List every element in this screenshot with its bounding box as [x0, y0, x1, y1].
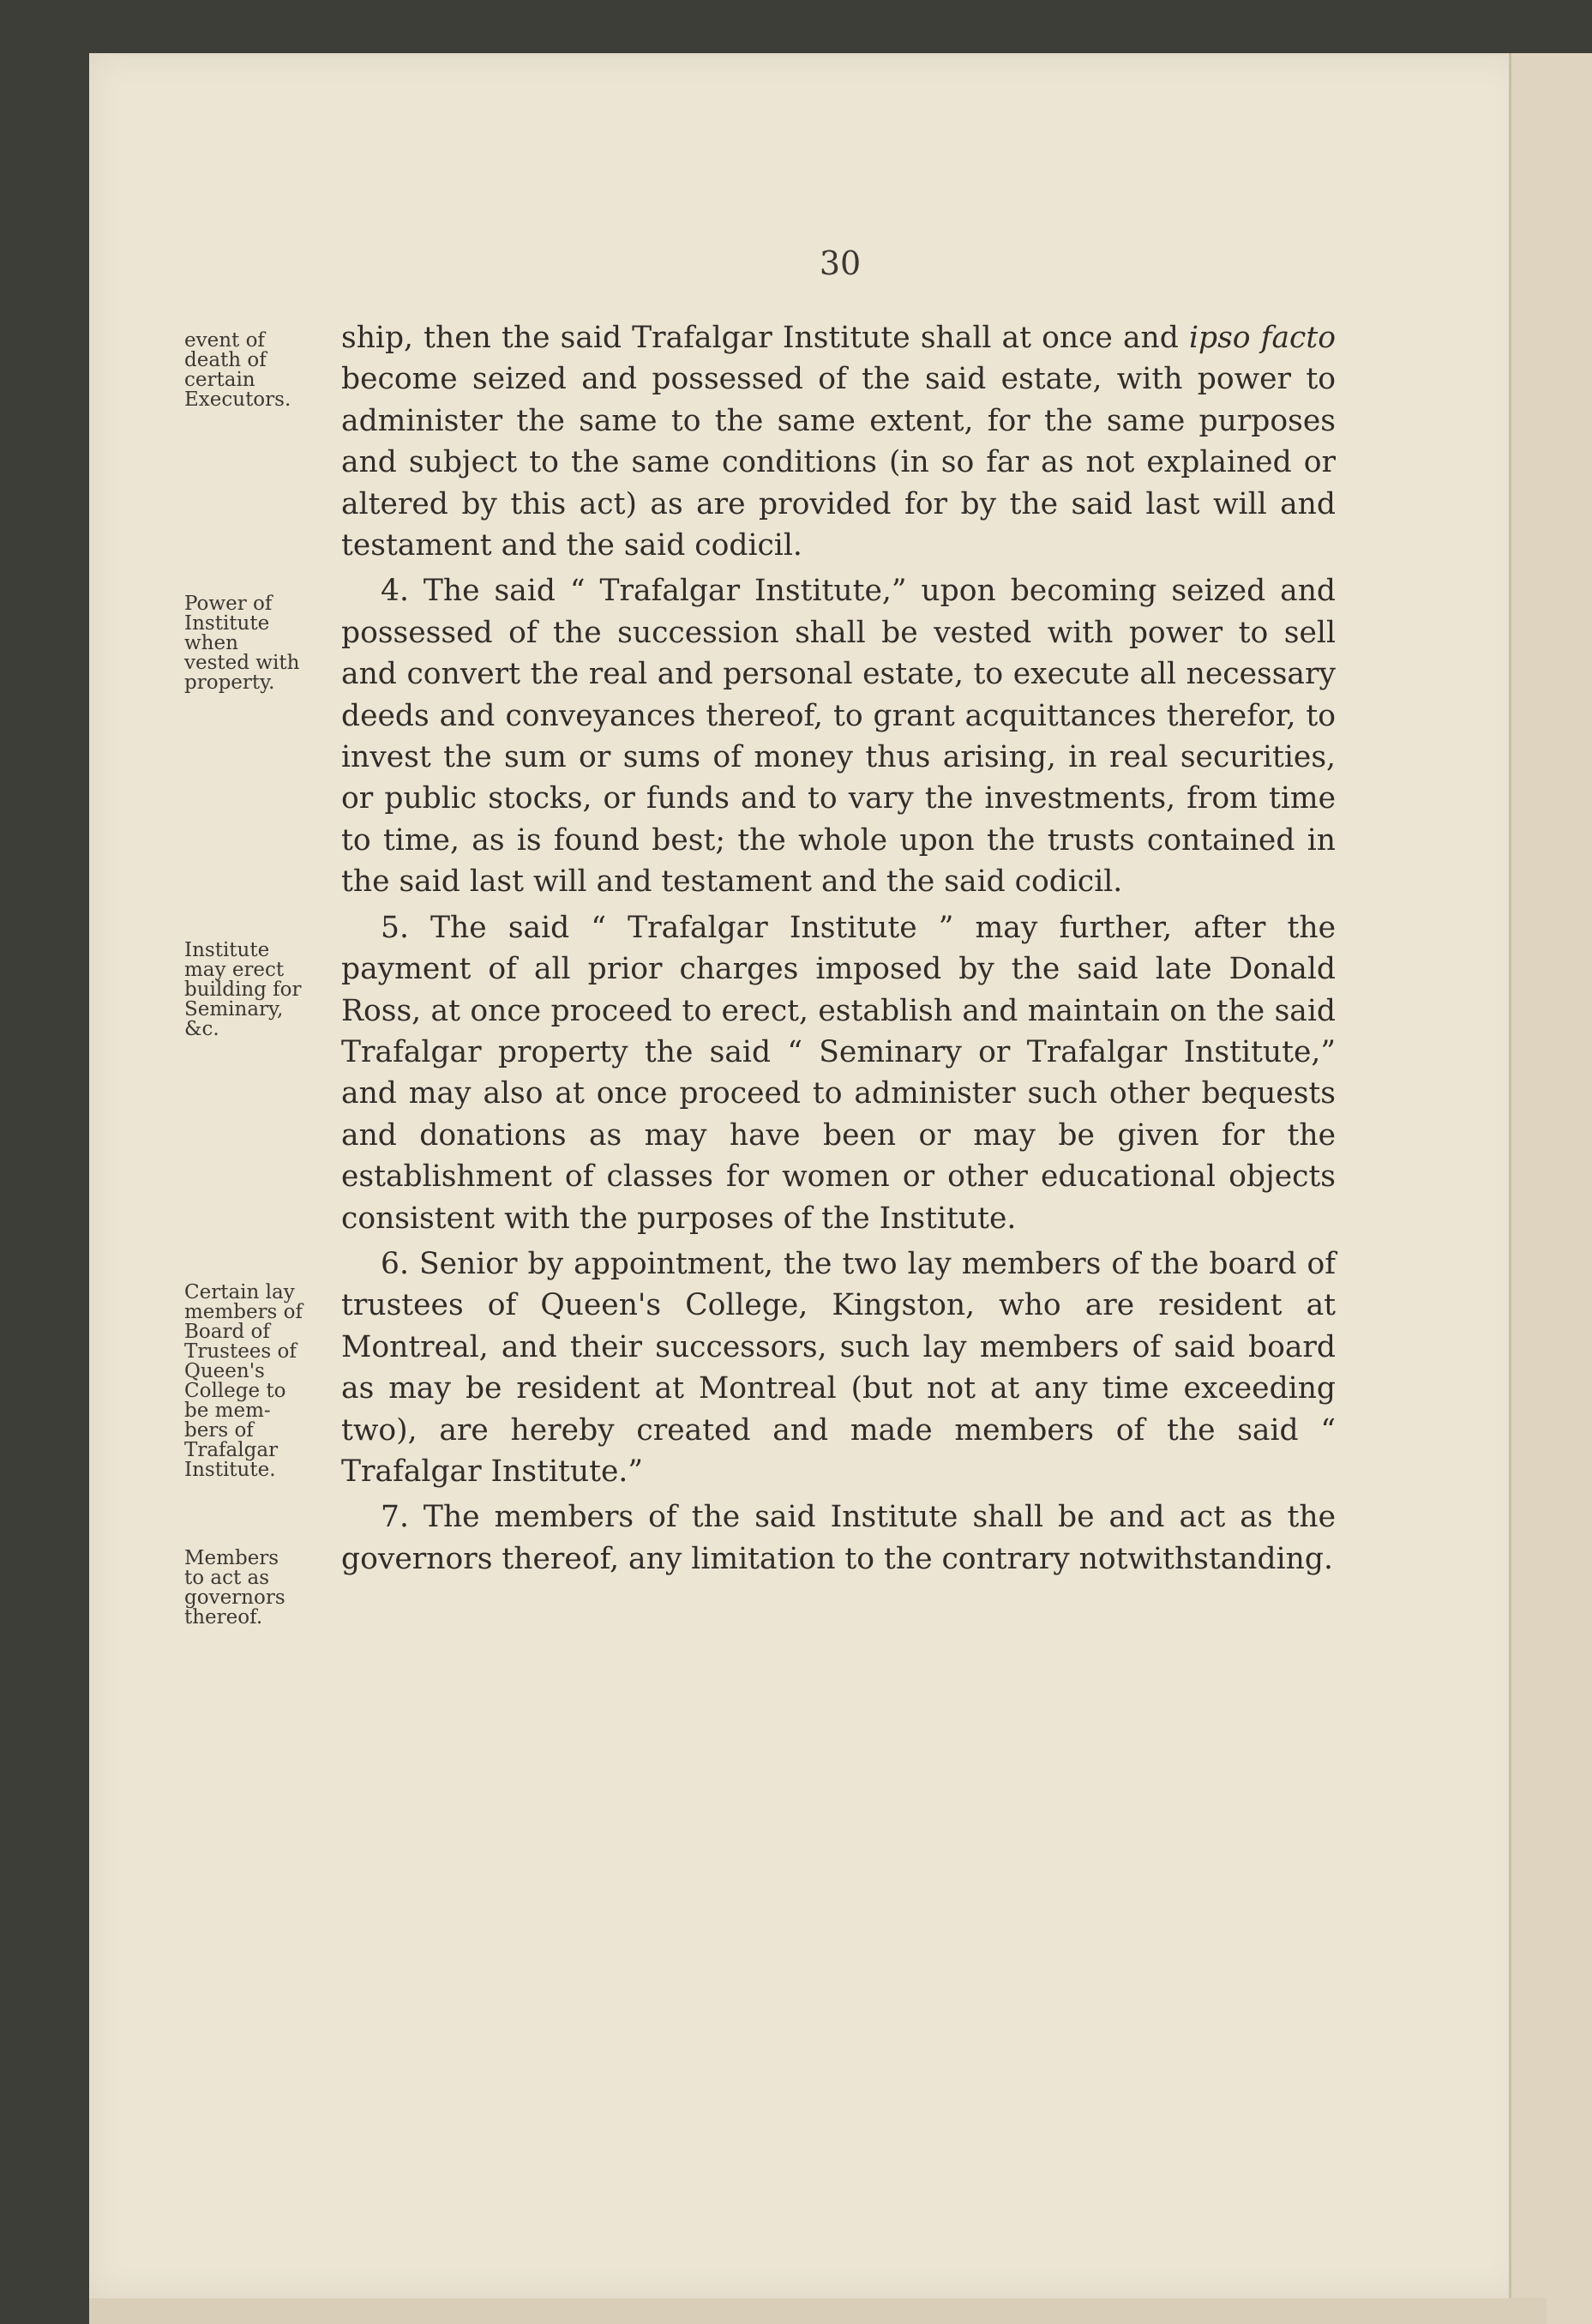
margin-note-trustees: Certain lay members of Board of Trustees of Queen's College to be mem- bers of Trafalgar Institute.: [184, 1281, 303, 1481]
page-edge-bottom: [89, 2298, 1547, 2324]
body-text: [341, 317, 1336, 1584]
margin-note-governors: Members to act as governors thereof.: [184, 1547, 285, 1629]
section-5: 5. The said “ Trafalgar Institute ” may further, after the payment of all prior charges imposed by the said late Donald Ross, at once proceed to erect, establish and maintain on the said Trafalgar property the said “ Seminary or Trafalgar Institute,” and may also at once proceed to administer such other bequests and donations as may have been or may be given for the establishment of classes for women or other educational objects consistent with the purposes of the Institute.: [341, 910, 1336, 1236]
page-edge-right: [1509, 53, 1592, 2324]
paragraph-text: become seized and possessed of the said estate, with power to administer the same to the same extent, for the same purposes and subject to the same conditions (in so far as not explained or altered by this act) as are provided for by the said last will and testament and the said codicil.: [341, 362, 1336, 563]
margin-note-seminary: Institute may erect building for Seminary, &c.: [184, 939, 302, 1040]
margin-note-executors: event of death of certain Executors.: [184, 329, 291, 411]
section-7: 7. The members of the said Institute shall be and act as the governors thereof, any limitation to the contrary notwithstanding.: [341, 1500, 1336, 1576]
paragraph-continuation: [341, 317, 1336, 566]
margin-note-power: Power of Institute when vested with property.: [184, 593, 300, 694]
paragraph-text: ship, then the said Trafalgar Institute shall at once and: [341, 321, 1189, 355]
italic-phrase: ipso facto: [1188, 321, 1336, 355]
section-6: 6. Senior by appointment, the two lay members of the board of trustees of Queen's College, Kingston, who are resident at Montreal, and their successors, such lay members of said board as may be resident at Montreal (but not at any time exceeding two), are hereby created and made members of the said “ Trafalgar Institute.”: [341, 1246, 1336, 1489]
page-number: 30: [819, 244, 862, 282]
section-4: 4. The said “ Trafalgar Institute,” upon becoming seized and possessed of the succession shall be vested with power to sell and convert the real and personal estate, to execute all necessary deeds and conveyances thereof, to grant acquittances therefor, to invest the sum or sums of money thus arising, in real securities, or public stocks, or funds and to vary the investments, from time to time, as is found best; the whole upon the trusts contained in the said last will and testament and the said codicil.: [341, 574, 1336, 900]
